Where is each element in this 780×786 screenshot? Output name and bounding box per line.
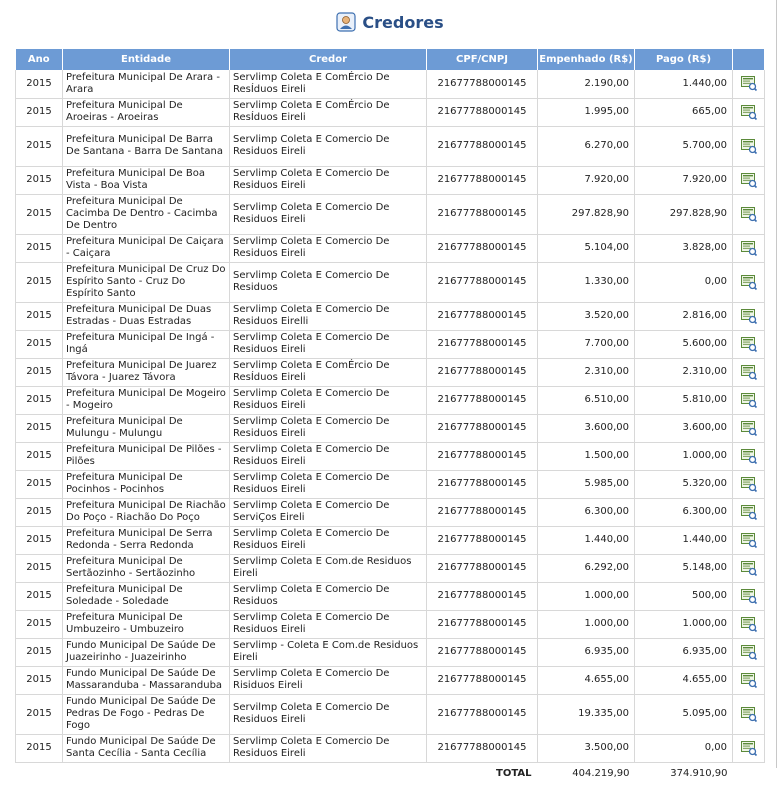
cell-ano: 2015 <box>16 610 63 638</box>
cell-cpf-cnpj: 21677788000145 <box>427 330 538 358</box>
table-row <box>16 126 765 166</box>
cell-credor: Servilmp Coleta E Comercio De Residuos Eireli <box>230 694 427 734</box>
cell-cpf-cnpj: 21677788000145 <box>427 126 538 166</box>
cell-ano: 2015 <box>16 302 63 330</box>
cell-cpf-cnpj: 21677788000145 <box>427 70 538 98</box>
row-detail-cell[interactable] <box>733 470 765 498</box>
total-empenhado: 404.219,90 <box>572 768 630 780</box>
cell-pago: 500,00 <box>635 582 733 610</box>
detail-view-icon[interactable] <box>741 619 757 630</box>
table-row <box>16 234 765 262</box>
table-row <box>16 386 765 414</box>
cell-pago: 5.600,00 <box>635 330 733 358</box>
cell-entidade: Prefeitura Municipal De Umbuzeiro - Umbuzeiro <box>63 610 230 638</box>
detail-view-icon[interactable] <box>741 141 757 152</box>
cell-empenhado: 3.520,00 <box>538 302 635 330</box>
cell-pago: 0,00 <box>635 262 733 302</box>
cell-cpf-cnpj: 21677788000145 <box>427 470 538 498</box>
row-detail-cell[interactable] <box>733 194 765 234</box>
table-row <box>16 442 765 470</box>
detail-view-icon[interactable] <box>741 451 757 462</box>
cell-credor: Servlimp Coleta E Comercio De ServiÇos Eireli <box>230 498 427 526</box>
row-detail-cell[interactable] <box>733 554 765 582</box>
cell-cpf-cnpj: 21677788000145 <box>427 234 538 262</box>
cell-credor: Servlimp Coleta E Comercio De Residuos Eireli <box>230 414 427 442</box>
cell-ano: 2015 <box>16 498 63 526</box>
table-row <box>16 470 765 498</box>
cell-entidade: Prefeitura Municipal De Riachão Do Poço - Riachão Do Poço <box>63 498 230 526</box>
cell-credor: Servlimp Coleta E Comercio De Residuos Eireli <box>230 526 427 554</box>
cell-ano: 2015 <box>16 470 63 498</box>
cell-credor: Servlimp Coleta E Comercio De Risiduos Eireli <box>230 666 427 694</box>
row-detail-cell[interactable] <box>733 734 765 762</box>
cell-credor: Servlimp Coleta E Comercio De Residuos Eireli <box>230 442 427 470</box>
detail-view-icon[interactable] <box>741 479 757 490</box>
page-border <box>776 0 777 768</box>
cell-credor: Servlimp Coleta E Comercio De Residuos Eireli <box>230 234 427 262</box>
cell-cpf-cnpj: 21677788000145 <box>427 442 538 470</box>
detail-view-icon[interactable] <box>741 709 757 720</box>
cell-pago: 5.095,00 <box>635 694 733 734</box>
cell-credor: Servlimp Coleta E ComÉrcio De ResÍduos Eireli <box>230 98 427 126</box>
cell-empenhado: 1.995,00 <box>538 98 635 126</box>
cell-credor: Servlimp Coleta E Comercio De Residuos Eireli <box>230 610 427 638</box>
detail-view-icon[interactable] <box>741 79 757 90</box>
cell-empenhado: 297.828,90 <box>538 194 635 234</box>
table-row <box>16 330 765 358</box>
cell-credor: Servlimp Coleta E Comercio De Residuos Eireli <box>230 734 427 762</box>
cell-ano: 2015 <box>16 358 63 386</box>
detail-view-icon[interactable] <box>741 507 757 518</box>
cell-empenhado: 1.000,00 <box>538 610 635 638</box>
cell-pago: 6.300,00 <box>635 498 733 526</box>
total-label: TOTAL <box>496 768 532 780</box>
table-row <box>16 526 765 554</box>
cell-credor: Servlimp Coleta E Comercio De Residuos Eireli <box>230 166 427 194</box>
cell-cpf-cnpj: 21677788000145 <box>427 694 538 734</box>
row-detail-cell[interactable] <box>733 638 765 666</box>
cell-entidade: Fundo Municipal De Saúde De Juazeirinho - Juazeirinho <box>63 638 230 666</box>
cell-pago: 297.828,90 <box>635 194 733 234</box>
header-actions <box>733 49 765 70</box>
cell-pago: 3.828,00 <box>635 234 733 262</box>
table-row <box>16 194 765 234</box>
cell-ano: 2015 <box>16 330 63 358</box>
header-cpf-cnpj[interactable]: CPF/CNPJ <box>427 49 538 70</box>
cell-pago: 3.600,00 <box>635 414 733 442</box>
cell-pago: 1.000,00 <box>635 610 733 638</box>
row-detail-cell[interactable] <box>733 166 765 194</box>
cell-ano: 2015 <box>16 414 63 442</box>
cell-empenhado: 6.300,00 <box>538 498 635 526</box>
cell-ano: 2015 <box>16 734 63 762</box>
creditors-table <box>15 49 765 786</box>
cell-cpf-cnpj: 21677788000145 <box>427 262 538 302</box>
cell-cpf-cnpj: 21677788000145 <box>427 358 538 386</box>
cell-entidade: Prefeitura Municipal De Caiçara - Caiçara <box>63 234 230 262</box>
cell-ano: 2015 <box>16 638 63 666</box>
cell-entidade: Prefeitura Municipal De Pocinhos - Pocinhos <box>63 470 230 498</box>
cell-empenhado: 3.500,00 <box>538 734 635 762</box>
cell-credor: Servlimp Coleta E Comercio De Residuos Eireli <box>230 330 427 358</box>
table-row <box>16 734 765 762</box>
cell-empenhado: 7.920,00 <box>538 166 635 194</box>
cell-pago: 1.440,00 <box>635 70 733 98</box>
cell-pago: 5.320,00 <box>635 470 733 498</box>
cell-pago: 4.655,00 <box>635 666 733 694</box>
cell-pago: 5.700,00 <box>635 126 733 166</box>
header-ano[interactable]: Ano <box>16 49 63 70</box>
cell-ano: 2015 <box>16 554 63 582</box>
cell-pago: 665,00 <box>635 98 733 126</box>
detail-view-icon[interactable] <box>741 395 757 406</box>
cell-cpf-cnpj: 21677788000145 <box>427 734 538 762</box>
detail-view-icon[interactable] <box>741 175 757 186</box>
cell-entidade: Fundo Municipal De Saúde De Pedras De Fogo - Pedras De Fogo <box>63 694 230 734</box>
header-entidade[interactable]: Entidade <box>63 49 230 70</box>
cell-entidade: Prefeitura Municipal De Sertãozinho - Sertãozinho <box>63 554 230 582</box>
table-row <box>16 358 765 386</box>
user-card-icon <box>336 12 356 32</box>
detail-view-icon[interactable] <box>741 107 757 118</box>
cell-cpf-cnpj: 21677788000145 <box>427 166 538 194</box>
cell-credor: Servlimp Coleta E Comercio De Residuos Eireli <box>230 386 427 414</box>
row-detail-cell[interactable] <box>733 330 765 358</box>
cell-pago: 5.810,00 <box>635 386 733 414</box>
cell-cpf-cnpj: 21677788000145 <box>427 554 538 582</box>
cell-cpf-cnpj: 21677788000145 <box>427 98 538 126</box>
table-row <box>16 70 765 98</box>
cell-pago: 0,00 <box>635 734 733 762</box>
cell-ano: 2015 <box>16 126 63 166</box>
cell-entidade: Prefeitura Municipal De Ingá - Ingá <box>63 330 230 358</box>
detail-view-icon[interactable] <box>741 209 757 220</box>
table-row <box>16 302 765 330</box>
cell-ano: 2015 <box>16 98 63 126</box>
cell-empenhado: 2.190,00 <box>538 70 635 98</box>
cell-credor: Servlimp - Coleta E Com.de Residuos Eireli <box>230 638 427 666</box>
cell-entidade: Prefeitura Municipal De Soledade - Soledade <box>63 582 230 610</box>
cell-entidade: Prefeitura Municipal De Serra Redonda - Serra Redonda <box>63 526 230 554</box>
cell-empenhado: 3.600,00 <box>538 414 635 442</box>
total-pago: 374.910,90 <box>670 768 728 780</box>
cell-entidade: Prefeitura Municipal De Barra De Santana - Barra De Santana <box>63 126 230 166</box>
cell-cpf-cnpj: 21677788000145 <box>427 526 538 554</box>
detail-view-icon[interactable] <box>741 311 757 322</box>
cell-empenhado: 1.440,00 <box>538 526 635 554</box>
cell-empenhado: 1.330,00 <box>538 262 635 302</box>
cell-entidade: Prefeitura Municipal De Pilões - Pilões <box>63 442 230 470</box>
cell-credor: Servlimp Coleta E Com.de Residuos Eireli <box>230 554 427 582</box>
row-detail-cell[interactable] <box>733 358 765 386</box>
cell-entidade: Prefeitura Municipal De Mulungu - Mulungu <box>63 414 230 442</box>
cell-cpf-cnpj: 21677788000145 <box>427 610 538 638</box>
cell-empenhado: 6.935,00 <box>538 638 635 666</box>
cell-ano: 2015 <box>16 166 63 194</box>
row-detail-cell[interactable] <box>733 694 765 734</box>
cell-empenhado: 6.292,00 <box>538 554 635 582</box>
cell-empenhado: 7.700,00 <box>538 330 635 358</box>
cell-cpf-cnpj: 21677788000145 <box>427 666 538 694</box>
cell-entidade: Prefeitura Municipal De Duas Estradas - Duas Estradas <box>63 302 230 330</box>
cell-ano: 2015 <box>16 262 63 302</box>
row-detail-cell[interactable] <box>733 526 765 554</box>
cell-cpf-cnpj: 21677788000145 <box>427 638 538 666</box>
table-row <box>16 98 765 126</box>
cell-credor: Servlimp Coleta E Comercio De Residuos Eireli <box>230 126 427 166</box>
table-row <box>16 498 765 526</box>
table-row <box>16 414 765 442</box>
row-detail-cell[interactable] <box>733 262 765 302</box>
cell-cpf-cnpj: 21677788000145 <box>427 386 538 414</box>
cell-cpf-cnpj: 21677788000145 <box>427 582 538 610</box>
detail-view-icon[interactable] <box>741 675 757 686</box>
cell-empenhado: 1.000,00 <box>538 582 635 610</box>
cell-credor: Servlimp Coleta E ComÉrcio De ResÍduos Eireli <box>230 358 427 386</box>
row-detail-cell[interactable] <box>733 666 765 694</box>
row-detail-cell[interactable] <box>733 386 765 414</box>
table-row <box>16 694 765 734</box>
cell-entidade: Fundo Municipal De Saúde De Massaranduba - Massaranduba <box>63 666 230 694</box>
detail-view-icon[interactable] <box>741 591 757 602</box>
cell-entidade: Prefeitura Municipal De Juarez Távora - Juarez Távora <box>63 358 230 386</box>
cell-ano: 2015 <box>16 442 63 470</box>
cell-entidade: Prefeitura Municipal De Cruz Do Espírito Santo - Cruz Do Espírito Santo <box>63 262 230 302</box>
cell-empenhado: 2.310,00 <box>538 358 635 386</box>
cell-pago: 5.148,00 <box>635 554 733 582</box>
cell-credor: Servlimp Coleta E ComÉrcio De ResÍduos Eireli <box>230 70 427 98</box>
detail-view-icon[interactable] <box>741 563 757 574</box>
cell-ano: 2015 <box>16 70 63 98</box>
cell-credor: Servlimp Coleta E Comercio De Residuos <box>230 262 427 302</box>
total-row <box>16 762 765 786</box>
cell-pago: 1.000,00 <box>635 442 733 470</box>
cell-empenhado: 5.985,00 <box>538 470 635 498</box>
cell-credor: Servlimp Coleta E Comercio De Residuos Eireli <box>230 194 427 234</box>
table-row <box>16 610 765 638</box>
cell-entidade: Prefeitura Municipal De Cacimba De Dentro - Cacimba De Dentro <box>63 194 230 234</box>
row-detail-cell[interactable] <box>733 70 765 98</box>
cell-credor: Servlimp Coleta E Comercio De Residuos Eirelli <box>230 302 427 330</box>
row-detail-cell[interactable] <box>733 582 765 610</box>
cell-ano: 2015 <box>16 526 63 554</box>
table-row <box>16 582 765 610</box>
cell-pago: 7.920,00 <box>635 166 733 194</box>
row-detail-cell[interactable] <box>733 498 765 526</box>
row-detail-cell[interactable] <box>733 414 765 442</box>
detail-view-icon[interactable] <box>741 367 757 378</box>
cell-entidade: Prefeitura Municipal De Boa Vista - Boa Vista <box>63 166 230 194</box>
detail-view-icon[interactable] <box>741 743 757 754</box>
cell-cpf-cnpj: 21677788000145 <box>427 414 538 442</box>
cell-pago: 2.310,00 <box>635 358 733 386</box>
cell-empenhado: 19.335,00 <box>538 694 635 734</box>
cell-pago: 1.440,00 <box>635 526 733 554</box>
cell-ano: 2015 <box>16 234 63 262</box>
cell-pago: 2.816,00 <box>635 302 733 330</box>
row-detail-cell[interactable] <box>733 98 765 126</box>
header-empenhado[interactable]: Empenhado (R$) <box>538 49 635 70</box>
cell-ano: 2015 <box>16 694 63 734</box>
cell-ano: 2015 <box>16 386 63 414</box>
row-detail-cell[interactable] <box>733 442 765 470</box>
row-detail-cell[interactable] <box>733 610 765 638</box>
detail-view-icon[interactable] <box>741 423 757 434</box>
detail-view-icon[interactable] <box>741 339 757 350</box>
cell-empenhado: 1.500,00 <box>538 442 635 470</box>
table-row <box>16 638 765 666</box>
cell-empenhado: 6.270,00 <box>538 126 635 166</box>
detail-view-icon[interactable] <box>741 535 757 546</box>
cell-entidade: Prefeitura Municipal De Aroeiras - Aroeiras <box>63 98 230 126</box>
cell-cpf-cnpj: 21677788000145 <box>427 194 538 234</box>
detail-view-icon[interactable] <box>741 277 757 288</box>
cell-entidade: Prefeitura Municipal De Mogeiro - Mogeiro <box>63 386 230 414</box>
header-pago[interactable]: Pago (R$) <box>635 49 733 70</box>
cell-empenhado: 4.655,00 <box>538 666 635 694</box>
cell-credor: Servlimp Coleta E Comercio De Residuos <box>230 582 427 610</box>
cell-cpf-cnpj: 21677788000145 <box>427 498 538 526</box>
table-header-row <box>16 49 765 70</box>
table-row <box>16 262 765 302</box>
cell-entidade: Prefeitura Municipal De Arara - Arara <box>63 70 230 98</box>
row-detail-cell[interactable] <box>733 126 765 166</box>
page-header <box>0 0 780 44</box>
cell-empenhado: 5.104,00 <box>538 234 635 262</box>
table-row <box>16 554 765 582</box>
cell-cpf-cnpj: 21677788000145 <box>427 302 538 330</box>
cell-pago: 6.935,00 <box>635 638 733 666</box>
header-credor[interactable]: Credor <box>230 49 427 70</box>
row-detail-cell[interactable] <box>733 302 765 330</box>
cell-credor: Servlimp Coleta E Comercio De Residuos Eireli <box>230 470 427 498</box>
page-title: Credores <box>362 12 444 32</box>
cell-empenhado: 6.510,00 <box>538 386 635 414</box>
row-detail-cell[interactable] <box>733 234 765 262</box>
detail-view-icon[interactable] <box>741 647 757 658</box>
cell-entidade: Fundo Municipal De Saúde De Santa Cecília - Santa Cecília <box>63 734 230 762</box>
table-row <box>16 166 765 194</box>
cell-ano: 2015 <box>16 194 63 234</box>
cell-ano: 2015 <box>16 666 63 694</box>
table-row <box>16 666 765 694</box>
cell-ano: 2015 <box>16 582 63 610</box>
detail-view-icon[interactable] <box>741 243 757 254</box>
